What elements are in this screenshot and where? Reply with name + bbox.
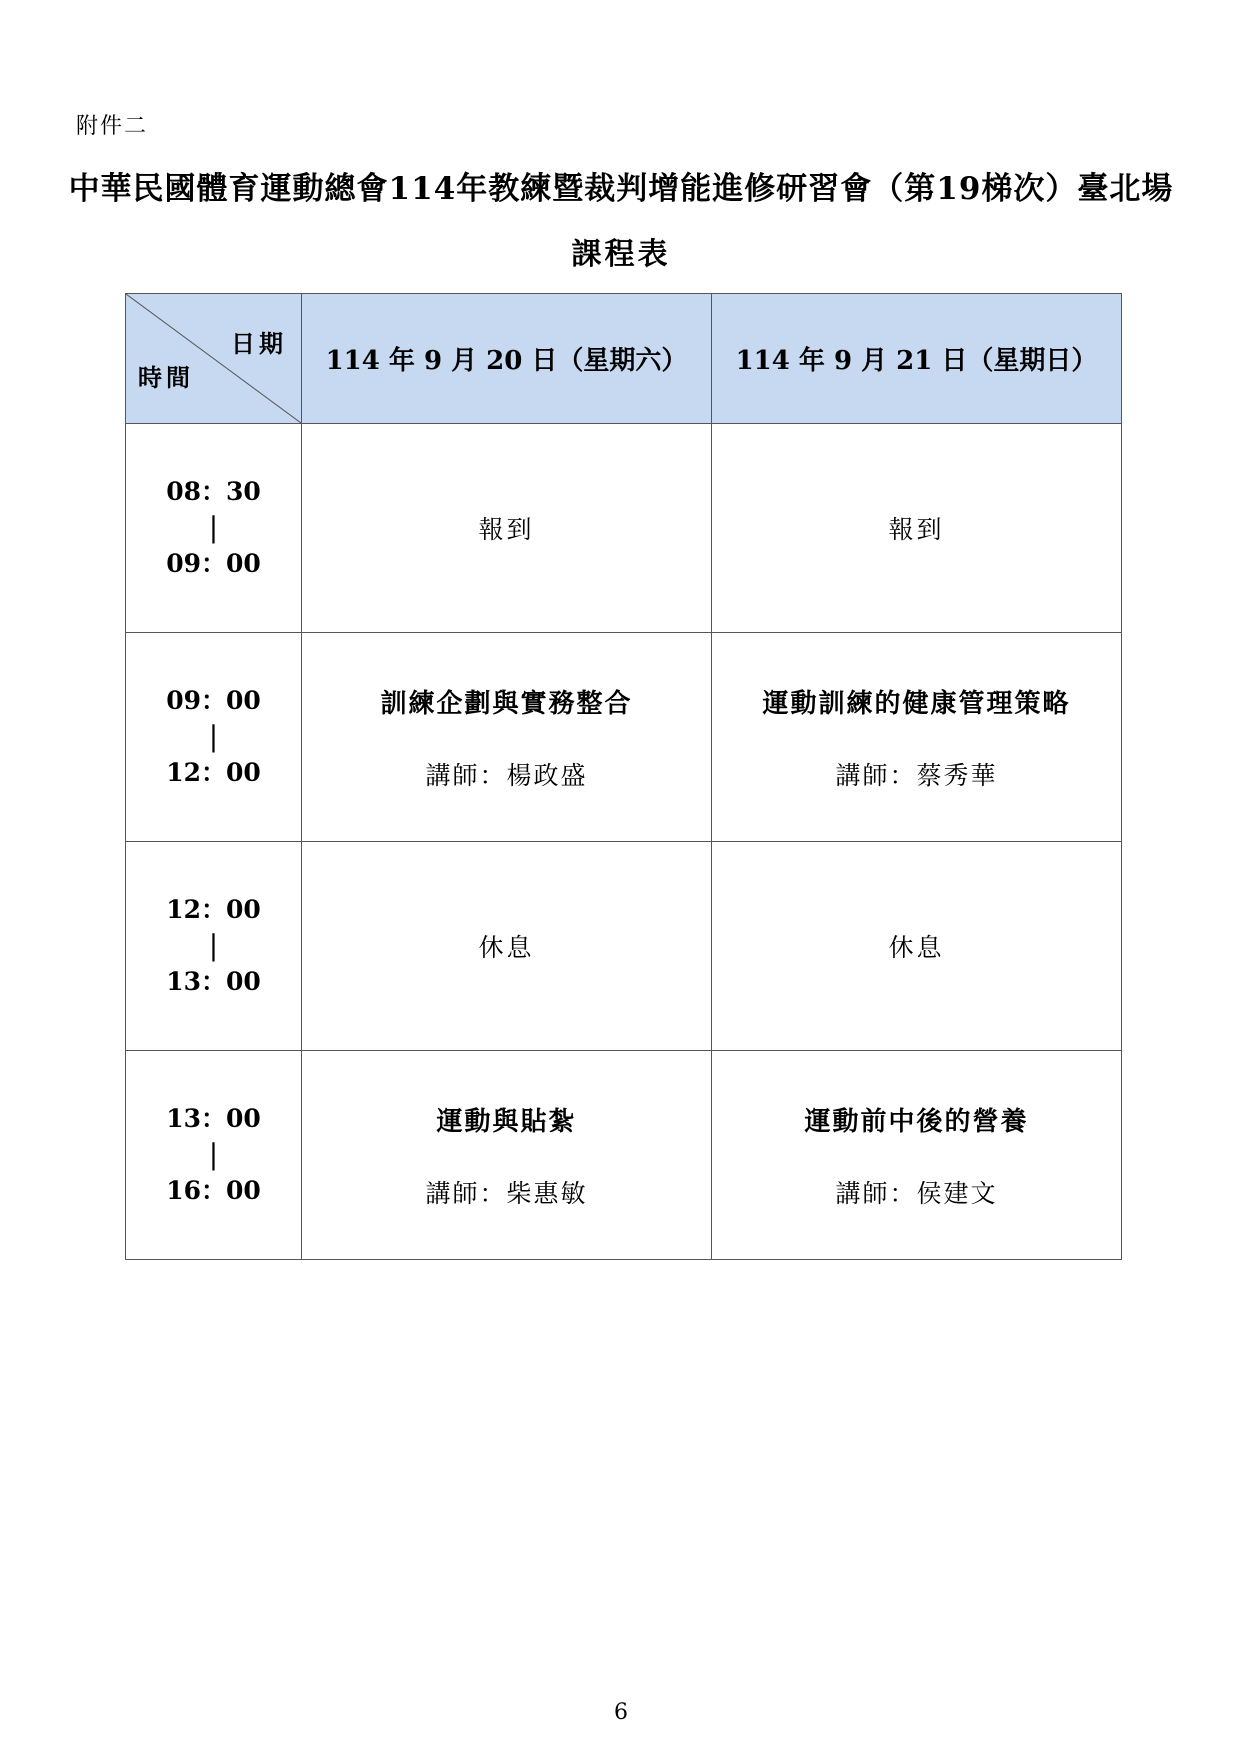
time-end: 16：00: [166, 1176, 261, 1205]
course-title: 運動與貼紮: [436, 1106, 577, 1137]
time-cell: [126, 633, 302, 842]
session-cell: [712, 633, 1122, 842]
session-cell: 報到: [712, 424, 1122, 633]
time-end: 09：00: [166, 549, 261, 578]
lecturer-name: 講師：柴惠敏: [425, 1178, 588, 1208]
time-cell: [126, 1051, 302, 1260]
time-start: 13：00: [166, 1104, 261, 1133]
document-title: 中華民國體育運動總會114年教練暨裁判增能進修研習會（第19梯次）臺北場: [68, 171, 1174, 207]
session-cell: 休息: [712, 842, 1122, 1051]
session-cell: 休息: [302, 842, 712, 1051]
time-start: 12：00: [166, 895, 261, 924]
header-row: [126, 294, 1122, 424]
time-end: 13：00: [166, 967, 261, 996]
page-number: 6: [614, 1700, 628, 1725]
time-end: 12：00: [166, 758, 261, 787]
session-cell: 報到: [302, 424, 712, 633]
session-cell: [712, 1051, 1122, 1260]
session-cell: [302, 1051, 712, 1260]
schedule-table: [125, 293, 1122, 1260]
lecturer-name: 講師：楊政盛: [425, 760, 588, 790]
time-start: 09：00: [166, 686, 261, 715]
day-header-1: 114 年 9 月 20 日（星期六）: [302, 294, 712, 424]
course-title: 運動訓練的健康管理策略: [762, 688, 1071, 719]
time-separator: |: [208, 511, 219, 544]
day-header-2: 114 年 9 月 21 日（星期日）: [712, 294, 1122, 424]
document-subtitle: 課程表: [571, 237, 671, 272]
attachment-label: 附件二: [76, 114, 149, 139]
time-start: 08：30: [166, 477, 261, 506]
course-title: 運動前中後的營養: [804, 1106, 1029, 1137]
time-cell: [126, 842, 302, 1051]
lecturer-name: 講師：蔡秀華: [835, 760, 998, 790]
corner-time-label: 時間: [138, 363, 194, 392]
table-row: [126, 1051, 1122, 1260]
course-title: 訓練企劃與實務整合: [380, 688, 633, 719]
time-separator: |: [208, 720, 219, 753]
time-cell: [126, 424, 302, 633]
table-row: [126, 842, 1122, 1051]
corner-header-cell: [126, 294, 302, 424]
time-separator: |: [208, 1138, 219, 1171]
lecturer-name: 講師：侯建文: [835, 1178, 998, 1208]
table-row: [126, 633, 1122, 842]
table-row: [126, 424, 1122, 633]
session-cell: [302, 633, 712, 842]
time-separator: |: [208, 929, 219, 962]
corner-date-label: 日期: [231, 329, 287, 358]
